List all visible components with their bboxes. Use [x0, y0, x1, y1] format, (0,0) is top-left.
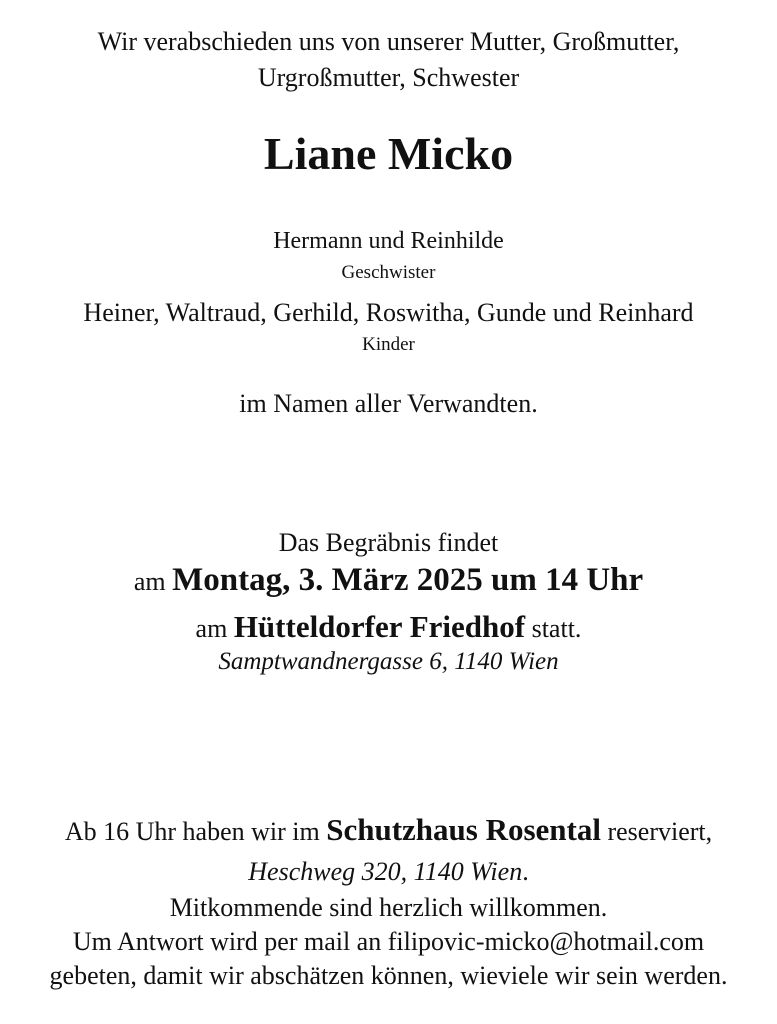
relatives-line: im Namen aller Verwandten.: [239, 389, 538, 418]
reception-line: [0, 812, 777, 848]
children-names: Heiner, Waltraud, Gerhild, Roswitha, Gunde und Reinhard: [83, 298, 694, 327]
children-role: Kinder: [362, 334, 415, 355]
reception-suffix: reserviert,: [600, 817, 713, 846]
funeral-date-prefix: am: [133, 567, 173, 596]
funeral-address: Samptwandnergasse 6, 1140 Wien: [218, 648, 559, 675]
funeral-place-prefix: am: [195, 614, 234, 643]
reception-address-suffix: .: [522, 857, 529, 886]
reception-prefix: Ab 16 Uhr haben wir im: [64, 817, 327, 846]
funeral-intro: Das Begräbnis findet: [278, 528, 499, 557]
reception-address: Heschweg 320, 1140 Wien: [248, 857, 523, 886]
siblings-role: Geschwister: [341, 262, 436, 283]
funeral-place-suffix: statt.: [525, 614, 582, 643]
funeral-place-line: [0, 609, 777, 645]
rsvp-reason: gebeten, damit wir abschätzen können, wieviele wir sein werden.: [49, 961, 728, 990]
reception-address-line: [0, 857, 777, 887]
funeral-date: Montag, 3. März 2025 um 14 Uhr: [172, 562, 644, 598]
funeral-place: Hütteldorfer Friedhof: [233, 609, 526, 644]
farewell-line-1: Wir verabschieden uns von unserer Mutter, Großmutter,: [97, 27, 680, 56]
siblings-names: Hermann und Reinhilde: [273, 228, 504, 254]
rsvp-line: Um Antwort wird per mail an filipovic-micko@hotmail.com: [72, 927, 705, 956]
reception-welcome: Mitkommende sind herzlich willkommen.: [169, 893, 608, 922]
deceased-name: Liane Micko: [263, 128, 514, 179]
farewell-line-2: Urgroßmutter, Schwester: [257, 63, 520, 92]
funeral-date-line: [0, 562, 777, 599]
reception-venue: Schutzhaus Rosental: [326, 812, 601, 847]
